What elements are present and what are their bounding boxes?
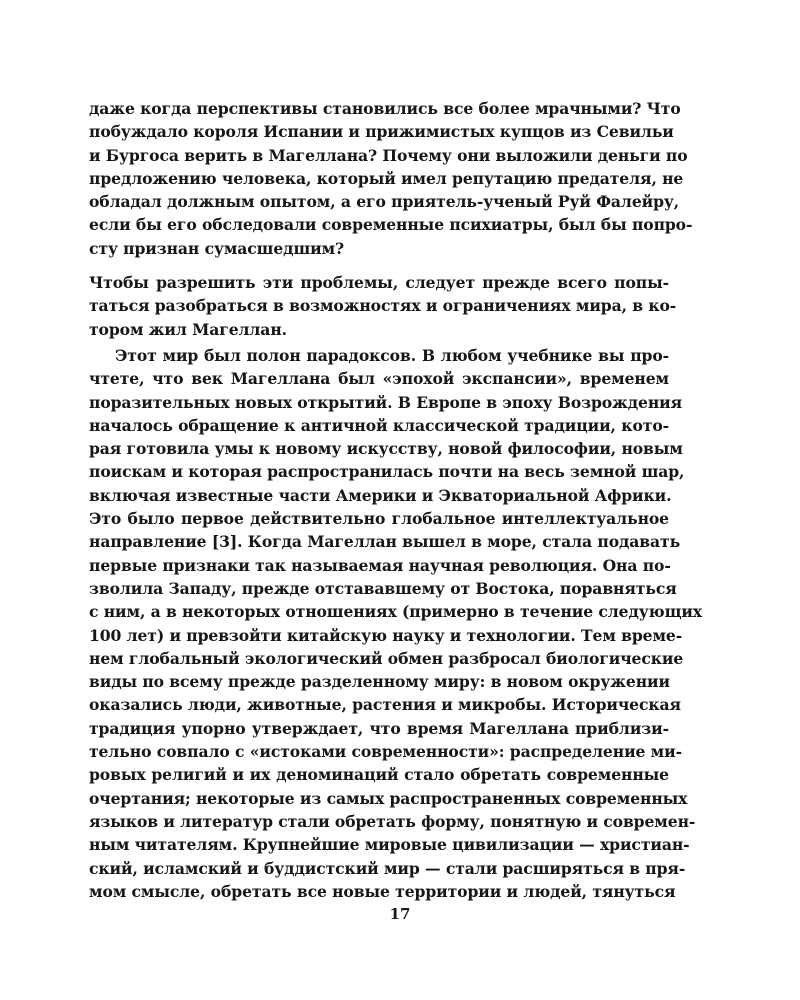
- text-line: ский, исламский и буддистский мир — стали расширяться в пря-: [89, 858, 686, 878]
- text-line: побуждало короля Испании и прижимистых купцов из Севильи: [89, 122, 674, 142]
- text-line: таться разобраться в возможностях и ограничениях мира, в ко-: [89, 296, 677, 316]
- text-line: тельно совпало с «истоками современности»: распределение ми-: [89, 742, 682, 762]
- text-line: сту признан сумасшедшим?: [89, 238, 345, 258]
- text-line: традиция упорно утверждает, что время Магеллана приблизи-: [89, 718, 669, 738]
- text-line: Чтобы разрешить эти проблемы, следует прежде всего попы-: [89, 273, 669, 292]
- text-line: началось обращение к античной классической традиции, кото-: [89, 415, 669, 435]
- page-number: 17: [389, 905, 411, 923]
- text-line: рая готовила умы к новому искусству, новой философии, новым: [89, 439, 683, 459]
- text-line: чтете, что век Магеллана был «эпохой экспансии», временем: [89, 369, 669, 389]
- text-line: тором жил Магеллан.: [89, 319, 287, 339]
- text-line: поискам и которая распространилась почти на весь земной шар,: [89, 462, 685, 482]
- paragraph-2: [89, 271, 677, 341]
- paragraph-3: [89, 344, 703, 903]
- text-line: мом смысле, обретать все новые территории и людей, тянуться: [89, 881, 676, 901]
- text-line: первые признаки так называемая научная революция. Она по-: [89, 555, 671, 575]
- text-line: даже когда перспективы становились все более мрачными? Что: [89, 99, 681, 118]
- text-line: очертания; некоторые из самых распространенных современных: [89, 788, 688, 808]
- text-line: предложению человека, который имел репутацию предателя, не: [89, 168, 684, 188]
- text-line: нем глобальный экологический обмен разбросал биологические: [89, 648, 684, 668]
- text-line: оказались люди, животные, растения и микробы. Историческая: [89, 695, 681, 715]
- text-line: языков и литератур стали обретать форму, понятную и современ-: [89, 811, 696, 831]
- text-line: с ним, а в некоторых отношениях (примерно в течение следующих: [89, 602, 703, 622]
- text-line: если бы его обследовали современные психиатры, был бы попро-: [89, 215, 693, 235]
- text-line: обладал должным опытом, а его приятель-ученый Руй Фалейру,: [89, 192, 680, 212]
- paragraph-1: [89, 97, 693, 260]
- text-line: поразительных новых открытий. В Европе в эпоху Возрождения: [89, 392, 683, 412]
- text-line: 100 лет) и превзойти китайскую науку и технологии. Тем време-: [89, 625, 683, 645]
- text-line: Этот мир был полон парадоксов. В любом учебнике вы про-: [115, 346, 669, 365]
- text-line: зволила Западу, прежде отстававшему от Востока, поравняться: [89, 578, 677, 598]
- text-line: Это было первое действительно глобальное интеллектуальное: [89, 509, 669, 529]
- text-line: направление [3]. Когда Магеллан вышел в море, стала подавать: [89, 532, 681, 552]
- text-line: виды по всему прежде разделенному миру: в новом окружении: [89, 672, 670, 692]
- text-line: ным читателям. Крупнейшие мировые цивилизации — христиан-: [89, 835, 690, 855]
- text-line: ровых религий и их деноминаций стало обретать современные: [89, 765, 669, 785]
- text-line: и Бургоса верить в Магеллана? Почему они выложили деньги по: [89, 145, 688, 165]
- text-line: включая известные части Америки и Экваториальной Африки.: [89, 485, 672, 505]
